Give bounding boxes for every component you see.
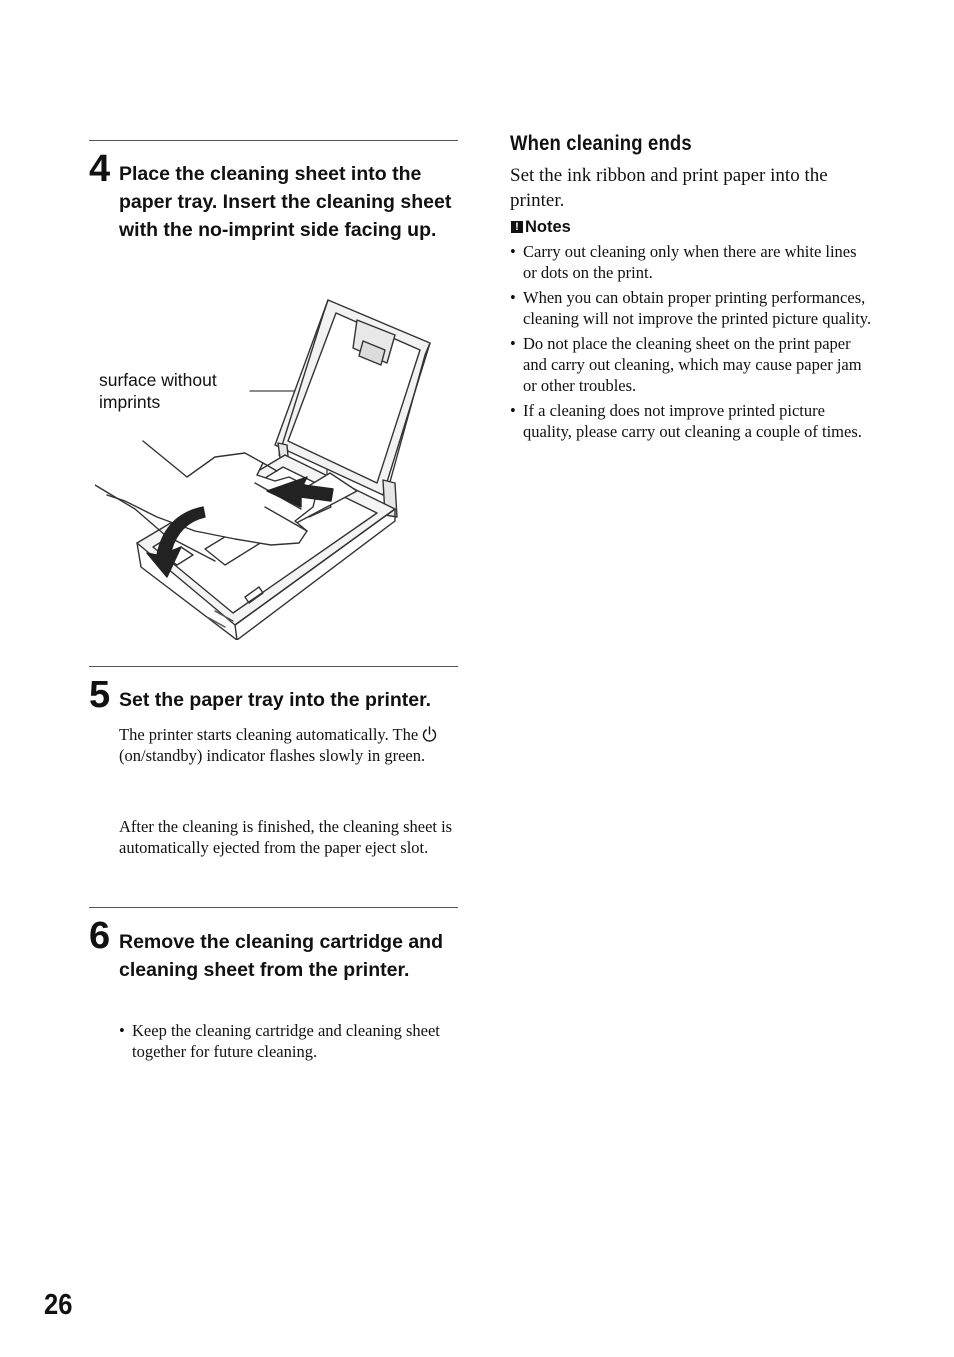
step4-heading: Place the cleaning sheet into the paper tray. Insert the cleaning sheet with the no-imprint side facing up. [119, 163, 452, 241]
step5-heading: Set the paper tray into the printer. [119, 689, 432, 711]
step5-divider [89, 666, 458, 667]
power-icon [422, 726, 437, 742]
step4-divider [89, 140, 458, 141]
note-item: • Do not place the cleaning sheet on the print paper and carry out cleaning, which may cause paper jam or other troubles. [510, 333, 872, 396]
illustration-label: surface without imprints [99, 370, 217, 412]
notes-icon: ! [511, 221, 523, 233]
step6-heading: Remove the cleaning cartridge and cleaning sheet from the printer. [119, 931, 444, 981]
step5-paragraph-1-end: (on/standby) indicator flashes slowly in green. [119, 746, 426, 766]
notes-list [510, 241, 872, 446]
cleaning-ends-text: Set the ink ribbon and print paper into the printer. [510, 165, 828, 211]
notes-heading [511, 217, 571, 237]
note-item: • If a cleaning does not improve printed picture quality, please carry out cleaning a couple of times. [510, 400, 872, 442]
step6-number: 6 [89, 915, 111, 957]
step5-number: 5 [89, 674, 111, 716]
step5-paragraph-1 [119, 724, 459, 767]
step6-bullet-item: • Keep the cleaning cartridge and cleaning sheet together for future cleaning. [119, 1020, 449, 1062]
step5-paragraph-1-start: The printer starts cleaning automatically. The [119, 725, 419, 744]
page-number: 26 [44, 1289, 73, 1321]
step6-bullet-list [119, 1020, 449, 1066]
step6-divider [89, 907, 458, 908]
step4-number: 4 [89, 148, 111, 190]
note-item: • When you can obtain proper printing performances, cleaning will not improve the printed picture quality. [510, 287, 872, 329]
paper-tray-illustration [95, 295, 440, 640]
notes-heading-label: Notes [525, 218, 571, 236]
cleaning-ends-heading: When cleaning ends [510, 132, 692, 155]
note-item: • Carry out cleaning only when there are white lines or dots on the print. [510, 241, 872, 283]
step5-paragraph-2: After the cleaning is finished, the cleaning sheet is automatically ejected from the paper eject slot. [119, 817, 453, 858]
